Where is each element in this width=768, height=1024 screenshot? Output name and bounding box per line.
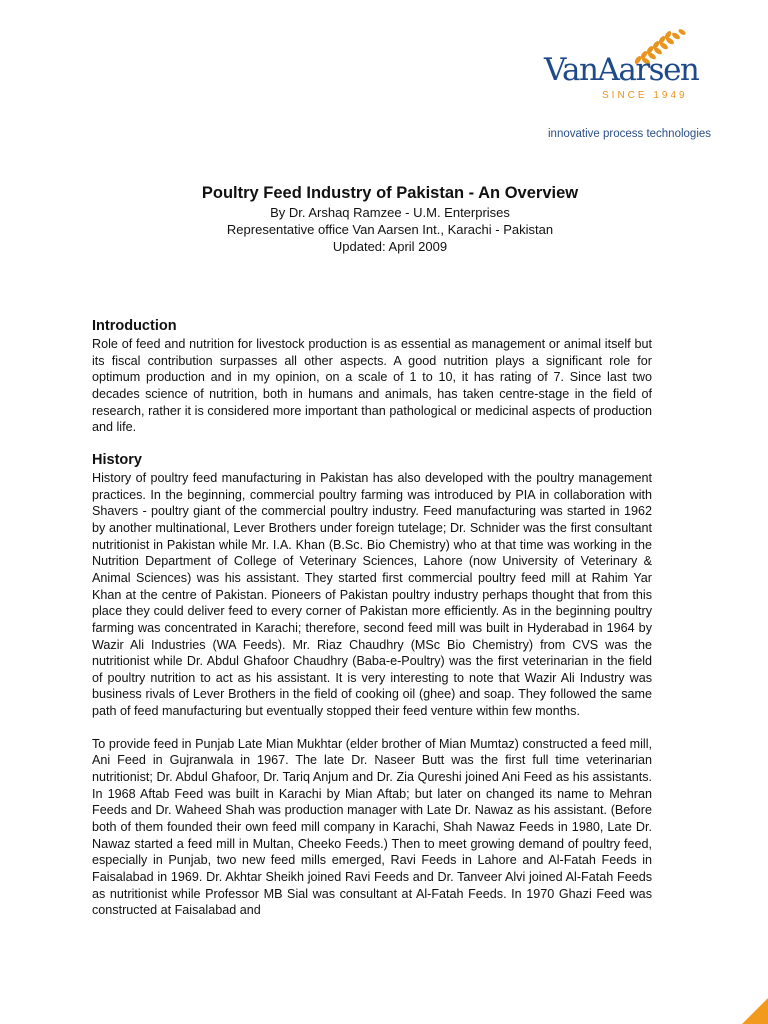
introduction-heading: Introduction [92,318,177,334]
title-block [90,182,690,255]
introduction-paragraph: Role of feed and nutrition for livestock production is as essential as management or animal itself but its fiscal contribution surpasses all other aspects. A good nutrition plays a significant role for optimum production and in my opinion, on a scale of 1 to 10, it has rating of 7. Since last two decades science of nutrition, both in humans and animals, has taken centre-stage in the field of research, rather it is considered more important than pathological or medicinal aspects of production and life. [92,337,652,435]
logo-tagline: innovative process technologies [548,128,712,140]
updated-line: Updated: April 2009 [332,239,448,254]
history-heading: History [92,451,142,468]
office-line: Representative office Van Aarsen Int., Karachi - Pakistan [226,222,554,237]
van-aarsen-logo [540,30,730,148]
logo-wordmark: VanAarsen [544,52,699,88]
logo-since: SINCE 1949 [602,90,688,101]
corner-accent-icon [728,984,768,1024]
document-body [92,316,652,919]
author-line: By Dr. Arshaq Ramzee - U.M. Enterprises [270,205,510,220]
history-paragraph: To provide feed in Punjab Late Mian Mukhtar (elder brother of Mian Mumtaz) constructed a feed mill, Ani Feed in Gujranwala in 1967. The late Dr. Naseer Butt was the first full time veterinarian nutritionist; Dr. Abdul Ghafoor, Dr. Tariq Anjum and Dr. Zia Qureshi joined Ani Feed as his assistants. In 1968 Aftab Feed was built in Karachi by Mian Aftab; but later on changed its name to Mehran Feeds and Dr. Waheed Shah was production manager with Late Dr. Nawaz as his assistant. (Before both of them founded their own feed mill company in Karachi, Shah Nawaz Feeds in 1980, Late Dr. Nawaz started a feed mill in Multan, Cheeko Feeds.) Then to meet growing demand of poultry feed, especially in Punjab, two new feed mills emerged, Ravi Feeds in Lahore and Al-Fatah Feeds in Faisalabad in 1969. Dr. Akhtar Sheikh joined Ravi Feeds and Dr. Tanveer Alvi joined Al-Fatah Feeds as nutritionist while Professor MB Sial was consultant at Al-Fatah Feeds. In 1970 Ghazi Feed was constructed at Faisalabad and [92,736,652,918]
page-title: Poultry Feed Industry of Pakistan - An Overview [201,184,579,202]
history-paragraph: History of poultry feed manufacturing in Pakistan has also developed with the poultry management practices. In the beginning, commercial poultry farming was introduced by PIA in collaboration with Shavers - poultry giant of the commercial poultry industry. Feed manufacturing was started in 1962 by another multinational, Lever Brothers under foreign tutelage; Dr. Schnider was the first consultant nutritionist in Pakistan while Mr. I.A. Khan (B.Sc. Bio Chemistry) who at that time was working in the Nutrition Department of College of Veterinary Sciences, Lahore (now University of Veterinary & Animal Sciences) was his assistant. They started first commercial poultry feed mill at Rahim Yar Khan at the centre of Pakistan. Pioneers of Pakistan poultry industry perhaps thought that from this place they could deliver feed to every corner of Pakistan more efficiently. As in the beginning poultry farming was concentrated in Karachi; therefore, second feed mill was built in Hyderabad in 1964 by Wazir Ali Industries (WA Feeds). Mr. Riaz Chaudhry (MSc Bio Chemistry) from CVS was the nutritionist while Dr. Abdul Ghafoor Chaudhry (Baba-e-Poultry) was the first veterinarian in the field of poultry nutrition to act as his assistant. It is very interesting to note that Wazir Ali Industry was business rivals of Lever Brothers in the field of cooking oil (ghee) and soap. They followed the same path of feed manufacturing but eventually stopped their feed venture within few months. [92,470,652,719]
